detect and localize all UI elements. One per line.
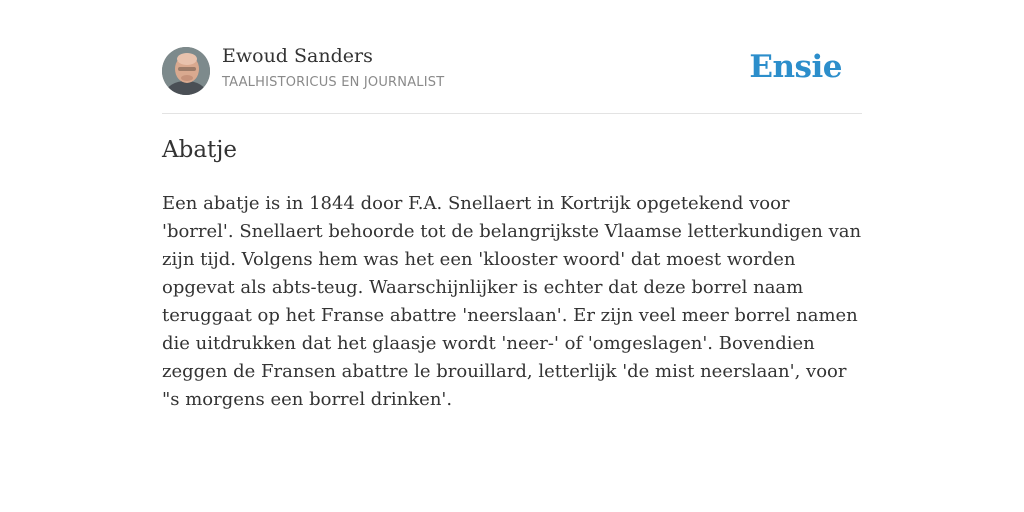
portrait-photo-icon	[162, 47, 210, 95]
article-title: Abatje	[162, 137, 238, 163]
author-title: TAALHISTORICUS EN JOURNALIST	[222, 75, 445, 90]
ensie-logo[interactable]: Ensie	[749, 49, 842, 85]
header	[162, 0, 862, 114]
content-container	[162, 0, 862, 410]
article-body: Een abatje is in 1844 door F.A. Snellaert in Kortrijk opgetekend voor 'borrel'. Snellaert behoorde tot de belangrijkste Vlaamse letterkundigen van zijn tijd. Volgens hem was het een 'klooster woord' dat moest worden opgevat als abts-teug. Waarschijnlijker is echter dat deze borrel naam teruggaat op het Franse abattre 'neerslaan'. Er zijn veel meer borrel namen die uitdrukken dat het glaasje wordt 'neer-' of 'omgeslagen'. Bovendien zeggen de Fransen abattre le brouillard, letterlijk 'de mist neerslaan', voor "s morgens een borrel drinken'.	[162, 193, 862, 410]
author-name[interactable]: Ewoud Sanders	[222, 45, 373, 67]
author-avatar[interactable]	[162, 47, 210, 95]
